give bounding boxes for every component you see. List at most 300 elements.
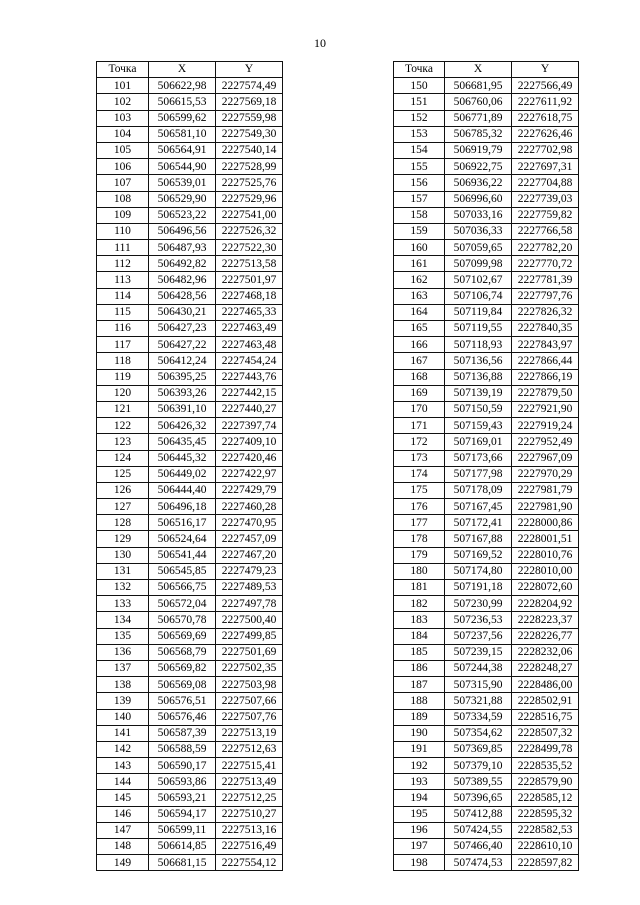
x-coordinate-cell: 506430,21 (149, 304, 216, 320)
x-coordinate-cell: 507239,15 (445, 644, 512, 660)
x-coordinate-cell: 506572,04 (149, 596, 216, 612)
table-row (97, 806, 283, 822)
table-row (394, 353, 579, 369)
column-header-point: Точка (394, 62, 445, 78)
table-row (97, 855, 283, 871)
y-coordinate-cell: 2227781,39 (512, 272, 579, 288)
table-row (97, 774, 283, 790)
x-coordinate-cell: 507315,90 (445, 677, 512, 693)
coordinates-table-left (96, 61, 283, 871)
point-number-cell: 128 (97, 515, 149, 531)
table-row (394, 725, 579, 741)
table-row (97, 369, 283, 385)
point-number-cell: 129 (97, 531, 149, 547)
table-row (394, 466, 579, 482)
point-number-cell: 151 (394, 94, 445, 110)
y-coordinate-cell: 2227626,46 (512, 126, 579, 142)
y-coordinate-cell: 2227467,20 (216, 547, 283, 563)
table-row (394, 337, 579, 353)
point-number-cell: 184 (394, 628, 445, 644)
table-row (97, 385, 283, 401)
y-coordinate-cell: 2227981,79 (512, 482, 579, 498)
point-number-cell: 152 (394, 110, 445, 126)
table-row (97, 580, 283, 596)
x-coordinate-cell: 506566,75 (149, 580, 216, 596)
point-number-cell: 148 (97, 839, 149, 855)
x-coordinate-cell: 507150,59 (445, 401, 512, 417)
table-row (394, 450, 579, 466)
y-coordinate-cell: 2227420,46 (216, 450, 283, 466)
x-coordinate-cell: 506681,95 (445, 78, 512, 94)
y-coordinate-cell: 2227759,82 (512, 207, 579, 223)
point-number-cell: 114 (97, 288, 149, 304)
point-number-cell: 194 (394, 790, 445, 806)
point-number-cell: 121 (97, 401, 149, 417)
point-number-cell: 193 (394, 774, 445, 790)
y-coordinate-cell: 2227967,09 (512, 450, 579, 466)
table-row (394, 434, 579, 450)
y-coordinate-cell: 2227515,41 (216, 758, 283, 774)
point-number-cell: 159 (394, 223, 445, 239)
y-coordinate-cell: 2227507,76 (216, 709, 283, 725)
table-row (394, 547, 579, 563)
table-row (394, 741, 579, 757)
x-coordinate-cell: 507389,55 (445, 774, 512, 790)
y-coordinate-cell: 2227766,58 (512, 223, 579, 239)
table-row (394, 240, 579, 256)
table-row (394, 126, 579, 142)
x-coordinate-cell: 507334,59 (445, 709, 512, 725)
y-coordinate-cell: 2227440,27 (216, 401, 283, 417)
y-coordinate-cell: 2227499,85 (216, 628, 283, 644)
y-coordinate-cell: 2228010,76 (512, 547, 579, 563)
point-number-cell: 165 (394, 321, 445, 337)
x-coordinate-cell: 506588,59 (149, 741, 216, 757)
y-coordinate-cell: 2227522,30 (216, 240, 283, 256)
point-number-cell: 185 (394, 644, 445, 660)
x-coordinate-cell: 507321,88 (445, 693, 512, 709)
point-number-cell: 135 (97, 628, 149, 644)
point-number-cell: 189 (394, 709, 445, 725)
point-number-cell: 162 (394, 272, 445, 288)
x-coordinate-cell: 506615,53 (149, 94, 216, 110)
table-row (97, 563, 283, 579)
x-coordinate-cell: 506576,46 (149, 709, 216, 725)
y-coordinate-cell: 2227454,24 (216, 353, 283, 369)
table-row (394, 385, 579, 401)
table-row (97, 466, 283, 482)
point-number-cell: 164 (394, 304, 445, 320)
point-number-cell: 176 (394, 499, 445, 515)
x-coordinate-cell: 507106,74 (445, 288, 512, 304)
x-coordinate-cell: 506569,08 (149, 677, 216, 693)
point-number-cell: 182 (394, 596, 445, 612)
table-row (97, 159, 283, 175)
point-number-cell: 175 (394, 482, 445, 498)
point-number-cell: 106 (97, 159, 149, 175)
x-coordinate-cell: 506622,98 (149, 78, 216, 94)
table-row (394, 774, 579, 790)
x-coordinate-cell: 507354,62 (445, 725, 512, 741)
x-coordinate-cell: 507119,55 (445, 321, 512, 337)
point-number-cell: 144 (97, 774, 149, 790)
y-coordinate-cell: 2227697,31 (512, 159, 579, 175)
x-coordinate-cell: 506482,96 (149, 272, 216, 288)
y-coordinate-cell: 2227526,32 (216, 223, 283, 239)
x-coordinate-cell: 506681,15 (149, 855, 216, 871)
table-row (97, 482, 283, 498)
point-number-cell: 167 (394, 353, 445, 369)
y-coordinate-cell: 2227970,29 (512, 466, 579, 482)
table-row (394, 207, 579, 223)
table-row (97, 337, 283, 353)
table-row (394, 596, 579, 612)
x-coordinate-cell: 507191,18 (445, 580, 512, 596)
table-row (97, 256, 283, 272)
table-row (97, 450, 283, 466)
y-coordinate-cell: 2228585,12 (512, 790, 579, 806)
x-coordinate-cell: 506569,82 (149, 660, 216, 676)
point-number-cell: 103 (97, 110, 149, 126)
page-number: 10 (314, 36, 326, 50)
point-number-cell: 178 (394, 531, 445, 547)
table-row (394, 191, 579, 207)
y-coordinate-cell: 2228000,86 (512, 515, 579, 531)
y-coordinate-cell: 2227460,28 (216, 499, 283, 515)
point-number-cell: 136 (97, 644, 149, 660)
point-number-cell: 173 (394, 450, 445, 466)
table-row (97, 94, 283, 110)
x-coordinate-cell: 507119,84 (445, 304, 512, 320)
table-row (394, 628, 579, 644)
point-number-cell: 190 (394, 725, 445, 741)
y-coordinate-cell: 2227502,35 (216, 660, 283, 676)
point-number-cell: 192 (394, 758, 445, 774)
table-row (394, 482, 579, 498)
point-number-cell: 122 (97, 418, 149, 434)
table-row (394, 839, 579, 855)
x-coordinate-cell: 506445,32 (149, 450, 216, 466)
point-number-cell: 166 (394, 337, 445, 353)
point-number-cell: 111 (97, 240, 149, 256)
x-coordinate-cell: 506427,22 (149, 337, 216, 353)
x-coordinate-cell: 507036,33 (445, 223, 512, 239)
column-header-y: Y (512, 62, 579, 78)
y-coordinate-cell: 2228486,00 (512, 677, 579, 693)
table-row (394, 94, 579, 110)
x-coordinate-cell: 507369,85 (445, 741, 512, 757)
y-coordinate-cell: 2227512,63 (216, 741, 283, 757)
table-row (394, 515, 579, 531)
y-coordinate-cell: 2227866,19 (512, 369, 579, 385)
y-coordinate-cell: 2227702,98 (512, 142, 579, 158)
x-coordinate-cell: 506492,82 (149, 256, 216, 272)
point-number-cell: 119 (97, 369, 149, 385)
table-row (394, 531, 579, 547)
x-coordinate-cell: 506393,26 (149, 385, 216, 401)
y-coordinate-cell: 2227919,24 (512, 418, 579, 434)
point-number-cell: 154 (394, 142, 445, 158)
x-coordinate-cell: 506587,39 (149, 725, 216, 741)
x-coordinate-cell: 506771,89 (445, 110, 512, 126)
y-coordinate-cell: 2227529,96 (216, 191, 283, 207)
y-coordinate-cell: 2228204,92 (512, 596, 579, 612)
y-coordinate-cell: 2227463,48 (216, 337, 283, 353)
point-number-cell: 131 (97, 563, 149, 579)
table-row (97, 353, 283, 369)
point-number-cell: 120 (97, 385, 149, 401)
x-coordinate-cell: 506427,23 (149, 321, 216, 337)
point-number-cell: 177 (394, 515, 445, 531)
y-coordinate-cell: 2227840,35 (512, 321, 579, 337)
y-coordinate-cell: 2227443,76 (216, 369, 283, 385)
point-number-cell: 141 (97, 725, 149, 741)
x-coordinate-cell: 507174,80 (445, 563, 512, 579)
y-coordinate-cell: 2227559,98 (216, 110, 283, 126)
y-coordinate-cell: 2227512,25 (216, 790, 283, 806)
y-coordinate-cell: 2228516,75 (512, 709, 579, 725)
y-coordinate-cell: 2227510,27 (216, 806, 283, 822)
point-number-cell: 155 (394, 159, 445, 175)
y-coordinate-cell: 2227513,19 (216, 725, 283, 741)
table-row (97, 839, 283, 855)
point-number-cell: 157 (394, 191, 445, 207)
point-number-cell: 113 (97, 272, 149, 288)
x-coordinate-cell: 506428,56 (149, 288, 216, 304)
table-row (394, 806, 579, 822)
y-coordinate-cell: 2227549,30 (216, 126, 283, 142)
x-coordinate-cell: 506395,25 (149, 369, 216, 385)
table-row (394, 644, 579, 660)
y-coordinate-cell: 2227569,18 (216, 94, 283, 110)
x-coordinate-cell: 506599,62 (149, 110, 216, 126)
y-coordinate-cell: 2227409,10 (216, 434, 283, 450)
x-coordinate-cell: 506435,45 (149, 434, 216, 450)
y-coordinate-cell: 2227554,12 (216, 855, 283, 871)
point-number-cell: 156 (394, 175, 445, 191)
point-number-cell: 105 (97, 142, 149, 158)
x-coordinate-cell: 507230,99 (445, 596, 512, 612)
x-coordinate-cell: 507139,19 (445, 385, 512, 401)
y-coordinate-cell: 2228610,10 (512, 839, 579, 855)
x-coordinate-cell: 506599,11 (149, 822, 216, 838)
y-coordinate-cell: 2227618,75 (512, 110, 579, 126)
column-header-point: Точка (97, 62, 149, 78)
x-coordinate-cell: 506936,22 (445, 175, 512, 191)
point-number-cell: 110 (97, 223, 149, 239)
table-row (97, 321, 283, 337)
column-header-x: X (445, 62, 512, 78)
x-coordinate-cell: 507136,56 (445, 353, 512, 369)
point-number-cell: 138 (97, 677, 149, 693)
point-number-cell: 116 (97, 321, 149, 337)
y-coordinate-cell: 2227497,78 (216, 596, 283, 612)
table-row (394, 855, 579, 871)
point-number-cell: 125 (97, 466, 149, 482)
x-coordinate-cell: 506922,75 (445, 159, 512, 175)
y-coordinate-cell: 2227501,69 (216, 644, 283, 660)
x-coordinate-cell: 506426,32 (149, 418, 216, 434)
x-coordinate-cell: 507424,55 (445, 822, 512, 838)
y-coordinate-cell: 2228535,52 (512, 758, 579, 774)
x-coordinate-cell: 506541,44 (149, 547, 216, 563)
point-number-cell: 139 (97, 693, 149, 709)
table-row (97, 207, 283, 223)
y-coordinate-cell: 2227470,95 (216, 515, 283, 531)
table-row (97, 78, 283, 94)
y-coordinate-cell: 2227843,97 (512, 337, 579, 353)
point-number-cell: 132 (97, 580, 149, 596)
y-coordinate-cell: 2227507,66 (216, 693, 283, 709)
x-coordinate-cell: 506487,93 (149, 240, 216, 256)
table-row (394, 223, 579, 239)
x-coordinate-cell: 506544,90 (149, 159, 216, 175)
point-number-cell: 142 (97, 741, 149, 757)
y-coordinate-cell: 2227826,32 (512, 304, 579, 320)
table-row (394, 369, 579, 385)
table-row (97, 709, 283, 725)
x-coordinate-cell: 506919,79 (445, 142, 512, 158)
point-number-cell: 118 (97, 353, 149, 369)
y-coordinate-cell: 2227574,49 (216, 78, 283, 94)
table-row (97, 240, 283, 256)
y-coordinate-cell: 2228232,06 (512, 644, 579, 660)
table-row (394, 709, 579, 725)
point-number-cell: 168 (394, 369, 445, 385)
table-row (97, 191, 283, 207)
point-number-cell: 133 (97, 596, 149, 612)
y-coordinate-cell: 2227442,15 (216, 385, 283, 401)
table-row (394, 822, 579, 838)
table-row (394, 693, 579, 709)
table-row (394, 790, 579, 806)
y-coordinate-cell: 2228248,27 (512, 660, 579, 676)
x-coordinate-cell: 506614,85 (149, 839, 216, 855)
point-number-cell: 163 (394, 288, 445, 304)
table-row (97, 741, 283, 757)
point-number-cell: 195 (394, 806, 445, 822)
x-coordinate-cell: 506564,91 (149, 142, 216, 158)
x-coordinate-cell: 506593,21 (149, 790, 216, 806)
x-coordinate-cell: 507177,98 (445, 466, 512, 482)
table-row (394, 758, 579, 774)
y-coordinate-cell: 2228499,78 (512, 741, 579, 757)
x-coordinate-cell: 507169,01 (445, 434, 512, 450)
y-coordinate-cell: 2227463,49 (216, 321, 283, 337)
point-number-cell: 186 (394, 660, 445, 676)
point-number-cell: 124 (97, 450, 149, 466)
y-coordinate-cell: 2227704,88 (512, 175, 579, 191)
y-coordinate-cell: 2227479,23 (216, 563, 283, 579)
table-row (97, 110, 283, 126)
table-row (394, 321, 579, 337)
x-coordinate-cell: 506594,17 (149, 806, 216, 822)
x-coordinate-cell: 506496,56 (149, 223, 216, 239)
y-coordinate-cell: 2227468,18 (216, 288, 283, 304)
x-coordinate-cell: 506581,10 (149, 126, 216, 142)
x-coordinate-cell: 507167,88 (445, 531, 512, 547)
y-coordinate-cell: 2227457,09 (216, 531, 283, 547)
table-row (394, 660, 579, 676)
point-number-cell: 172 (394, 434, 445, 450)
y-coordinate-cell: 2228597,82 (512, 855, 579, 871)
x-coordinate-cell: 507237,56 (445, 628, 512, 644)
point-number-cell: 160 (394, 240, 445, 256)
table-row (394, 159, 579, 175)
table-body-left (97, 78, 283, 871)
y-coordinate-cell: 2227513,58 (216, 256, 283, 272)
point-number-cell: 108 (97, 191, 149, 207)
table-row (394, 78, 579, 94)
y-coordinate-cell: 2228223,37 (512, 612, 579, 628)
x-coordinate-cell: 507236,53 (445, 612, 512, 628)
x-coordinate-cell: 507396,65 (445, 790, 512, 806)
y-coordinate-cell: 2227879,50 (512, 385, 579, 401)
y-coordinate-cell: 2227513,49 (216, 774, 283, 790)
point-number-cell: 102 (97, 94, 149, 110)
table-row (97, 531, 283, 547)
x-coordinate-cell: 507178,09 (445, 482, 512, 498)
table-row (97, 725, 283, 741)
x-coordinate-cell: 507466,40 (445, 839, 512, 855)
x-coordinate-cell: 506449,02 (149, 466, 216, 482)
table-row (97, 515, 283, 531)
y-coordinate-cell: 2227516,49 (216, 839, 283, 855)
x-coordinate-cell: 506570,78 (149, 612, 216, 628)
x-coordinate-cell: 506516,17 (149, 515, 216, 531)
x-coordinate-cell: 507474,53 (445, 855, 512, 871)
table-row (394, 110, 579, 126)
point-number-cell: 150 (394, 78, 445, 94)
y-coordinate-cell: 2227513,16 (216, 822, 283, 838)
table-row (97, 596, 283, 612)
x-coordinate-cell: 507118,93 (445, 337, 512, 353)
y-coordinate-cell: 2227525,76 (216, 175, 283, 191)
point-number-cell: 107 (97, 175, 149, 191)
point-number-cell: 161 (394, 256, 445, 272)
x-coordinate-cell: 507059,65 (445, 240, 512, 256)
table-row (394, 580, 579, 596)
x-coordinate-cell: 506590,17 (149, 758, 216, 774)
table-header-row (394, 62, 579, 78)
coordinates-table-right (393, 61, 579, 871)
x-coordinate-cell: 507099,98 (445, 256, 512, 272)
x-coordinate-cell: 506539,01 (149, 175, 216, 191)
table-row (97, 660, 283, 676)
point-number-cell: 174 (394, 466, 445, 482)
x-coordinate-cell: 507033,16 (445, 207, 512, 223)
x-coordinate-cell: 506568,79 (149, 644, 216, 660)
y-coordinate-cell: 2228507,32 (512, 725, 579, 741)
point-number-cell: 187 (394, 677, 445, 693)
x-coordinate-cell: 507173,66 (445, 450, 512, 466)
point-number-cell: 181 (394, 580, 445, 596)
table-row (97, 304, 283, 320)
table-row (394, 304, 579, 320)
x-coordinate-cell: 506524,64 (149, 531, 216, 547)
x-coordinate-cell: 507136,88 (445, 369, 512, 385)
x-coordinate-cell: 506444,40 (149, 482, 216, 498)
y-coordinate-cell: 2227739,03 (512, 191, 579, 207)
table-row (394, 175, 579, 191)
x-coordinate-cell: 507412,88 (445, 806, 512, 822)
point-number-cell: 109 (97, 207, 149, 223)
column-header-y: Y (216, 62, 283, 78)
point-number-cell: 104 (97, 126, 149, 142)
y-coordinate-cell: 2228072,60 (512, 580, 579, 596)
y-coordinate-cell: 2227503,98 (216, 677, 283, 693)
x-coordinate-cell: 507244,38 (445, 660, 512, 676)
